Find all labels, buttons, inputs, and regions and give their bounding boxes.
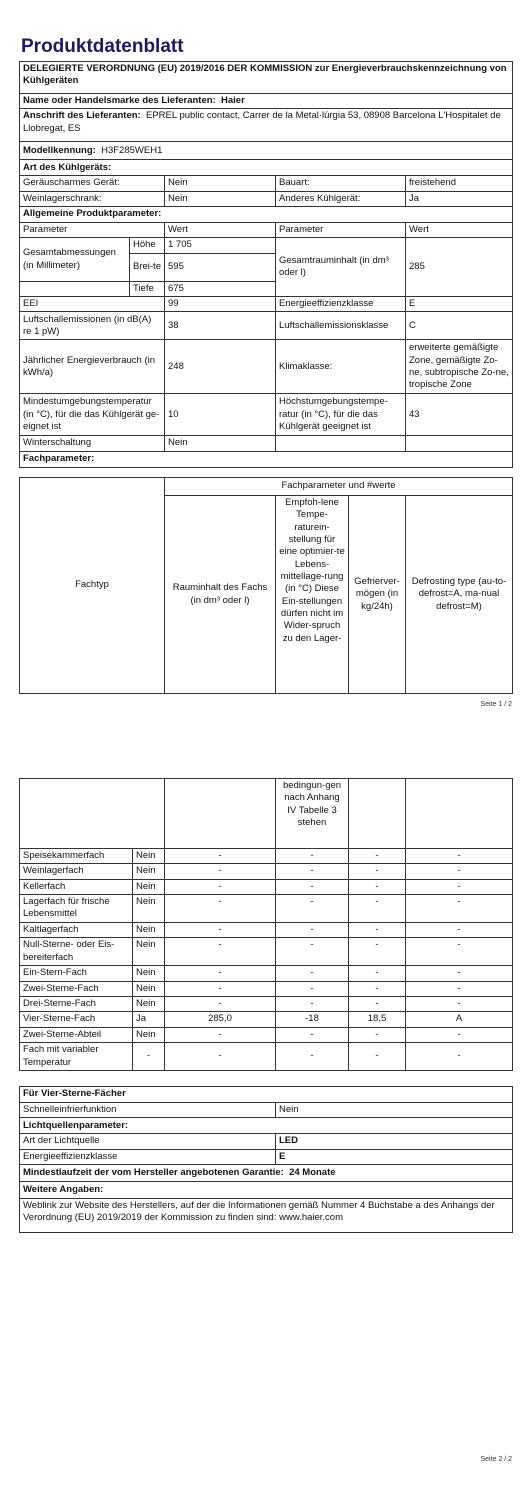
compartment-temp-cell: -	[276, 1027, 349, 1042]
device-type-heading: Art des Kühlgeräts:	[20, 160, 513, 176]
compartment-row	[20, 997, 513, 1012]
light-type-value: LED	[276, 1134, 513, 1149]
dimensions-spacer	[20, 281, 130, 296]
min-ambient-temp-label: Mindestumgebungstemperatur (in °C), für die das Kühlgerät ge-eignet ist	[20, 394, 165, 436]
compartment-type-cell: Fach mit variabler Temperatur	[20, 1043, 133, 1071]
design-label: Bauart:	[276, 176, 406, 191]
general-params-heading: Allgemeine Produktparameter:	[20, 207, 513, 223]
compartment-volume-cell: 285,0	[165, 1012, 276, 1027]
compartment-defrost-cell: -	[406, 923, 513, 938]
wine-cabinet-label: Weinlagerschrank:	[20, 191, 165, 206]
design-value: freistehend	[406, 176, 513, 191]
compartment-type-cell: Weinlagerfach	[20, 864, 133, 879]
compartment-row	[20, 1012, 513, 1027]
recommended-temp-header-part-2: bedingun-gen nach Anhang IV Tabelle 3 stehen	[276, 779, 349, 849]
noise-label: Luftschallemissionen (in dB(A) re 1 pW)	[20, 312, 165, 340]
compartment-present-cell: Nein	[133, 1027, 165, 1042]
warranty-row	[20, 1165, 513, 1182]
further-info-heading: Weitere Angaben:	[20, 1182, 513, 1199]
compartment-freeze-cell: -	[349, 895, 406, 923]
compartment-temp-cell: -	[276, 923, 349, 938]
height-label: Höhe	[130, 238, 165, 253]
compartment-present-cell: Nein	[133, 966, 165, 981]
fast-freeze-value: Nein	[276, 1103, 513, 1118]
compartment-volume-cell: -	[165, 1043, 276, 1071]
compartment-defrost-cell: -	[406, 864, 513, 879]
max-ambient-temp-value: 43	[406, 394, 513, 436]
compartment-type-cell: Drei-Sterne-Fach	[20, 997, 133, 1012]
compartment-temp-cell: -	[276, 1043, 349, 1071]
low-noise-label: Geräuscharmes Gerät:	[20, 176, 165, 191]
compartment-defrost-cell: -	[406, 938, 513, 966]
compartment-temp-cell: -	[276, 981, 349, 996]
eei-label: EEI	[20, 297, 165, 312]
supplier-name-label: Name oder Handelsmarke des Lieferanten:	[23, 95, 216, 106]
compartment-present-cell: Nein	[133, 923, 165, 938]
compartment-volume-cell: -	[165, 849, 276, 864]
supplier-address-row	[20, 109, 513, 142]
page-number-2: Seite 2 / 2	[480, 1456, 512, 1463]
low-noise-value: Nein	[165, 176, 276, 191]
compartment-present-cell: Nein	[133, 981, 165, 996]
winter-mode-label: Winterschaltung	[20, 436, 165, 451]
compartment-volume-header: Rauminhalt des Fachs (in dm³ oder l)	[165, 496, 276, 694]
compartment-defrost-cell: A	[406, 1012, 513, 1027]
warranty-value: 24 Monate	[289, 1166, 336, 1178]
compartment-rows	[20, 849, 513, 1071]
compartment-present-cell: Nein	[133, 938, 165, 966]
compartment-freeze-cell: -	[349, 879, 406, 894]
compartment-row	[20, 938, 513, 966]
compartment-row	[20, 879, 513, 894]
compartment-volume-header-cont	[165, 779, 276, 849]
compartment-defrost-cell: -	[406, 849, 513, 864]
compartment-row	[20, 981, 513, 996]
wine-cabinet-value: Nein	[165, 191, 276, 206]
annual-consumption-value: 248	[165, 340, 276, 394]
noise-class-label: Luftschallemissionsklasse	[276, 312, 406, 340]
compartment-volume-cell: -	[165, 923, 276, 938]
compartment-freeze-cell: -	[349, 966, 406, 981]
compartment-present-cell: Ja	[133, 1012, 165, 1027]
compartment-row	[20, 864, 513, 879]
compartment-present-cell: Nein	[133, 864, 165, 879]
document-title: Produktdatenblatt	[21, 36, 184, 57]
compartment-freeze-cell: -	[349, 923, 406, 938]
data-sheet-table-page-1	[19, 61, 513, 468]
noise-class-value: C	[406, 312, 513, 340]
compartment-defrost-cell: -	[406, 966, 513, 981]
value-col-header-2: Wert	[406, 223, 513, 238]
compartment-freeze-cell: -	[349, 864, 406, 879]
climate-class-label: Klimaklasse:	[276, 340, 406, 394]
compartment-header-table	[19, 477, 513, 694]
energy-class-value: E	[406, 297, 513, 312]
compartment-volume-cell: -	[165, 864, 276, 879]
compartment-defrost-cell: -	[406, 879, 513, 894]
compartment-type-cell: Speisekammerfach	[20, 849, 133, 864]
compartment-type-cell: Kaltlagerfach	[20, 923, 133, 938]
compartment-row	[20, 923, 513, 938]
compartment-volume-cell: -	[165, 981, 276, 996]
warranty-label: Mindestlaufzeit der vom Hersteller angebotenen Garantie:	[23, 1166, 284, 1178]
compartment-freeze-cell: -	[349, 981, 406, 996]
compartment-group-header: Fachparameter und #werte	[165, 478, 513, 496]
compartment-temp-cell: -	[276, 879, 349, 894]
compartment-temp-cell: -	[276, 997, 349, 1012]
compartment-volume-cell: -	[165, 997, 276, 1012]
fast-freeze-label: Schnelleinfrierfunktion	[20, 1103, 276, 1118]
compartment-defrost-cell: -	[406, 1027, 513, 1042]
width-value: 595	[165, 253, 276, 281]
supplier-address-value: EPREL public contact, Carrer de la Metal·lúrgia 53, 08908 Barcelona L'Hospitalet de Llobregat, ES	[23, 110, 501, 134]
compartment-volume-cell: -	[165, 879, 276, 894]
supplier-address-label: Anschrift des Lieferanten:	[23, 110, 141, 122]
compartment-row	[20, 895, 513, 923]
compartment-params-heading: Fachparameter:	[20, 451, 513, 467]
compartment-defrost-cell: -	[406, 895, 513, 923]
annual-consumption-label: Jährlicher Energieverbrauch (in kWh/a)	[20, 340, 165, 394]
compartment-row	[20, 1027, 513, 1042]
compartment-type-cell: Ein-Stern-Fach	[20, 966, 133, 981]
total-volume-value: 285	[406, 238, 513, 297]
winter-mode-empty-1	[276, 436, 406, 451]
model-row	[20, 142, 513, 160]
total-volume-label: Gesamtrauminhalt (in dm³ oder l)	[276, 238, 406, 297]
freezing-capacity-header-cont	[349, 779, 406, 849]
compartment-volume-cell: -	[165, 938, 276, 966]
compartment-type-cell: Null-Sterne- oder Eis-bereiterfach	[20, 938, 133, 966]
compartment-present-cell: Nein	[133, 997, 165, 1012]
compartment-temp-cell: -	[276, 938, 349, 966]
page-number-1: Seite 1 / 2	[480, 701, 512, 708]
value-col-header: Wert	[165, 223, 276, 238]
compartment-present-cell: Nein	[133, 879, 165, 894]
dimensions-label: Gesamtabmessungen (in Millimeter)	[20, 238, 130, 281]
compartment-temp-cell: -	[276, 849, 349, 864]
compartment-temp-cell: -	[276, 864, 349, 879]
compartment-defrost-cell: -	[406, 997, 513, 1012]
compartment-table-page-2	[19, 778, 513, 1071]
compartment-row	[20, 849, 513, 864]
climate-class-value: erweiterte gemäßigte Zone, gemäßigte Zo-ne, subtropische Zo-ne, tropische Zone	[406, 340, 513, 394]
page-2	[0, 760, 530, 1500]
width-label: Brei-te	[130, 253, 165, 281]
height-value: 1 705	[165, 238, 276, 253]
compartment-volume-cell: -	[165, 895, 276, 923]
depth-label: Tiefe	[130, 281, 165, 296]
compartment-freeze-cell: -	[349, 849, 406, 864]
param-col-header: Parameter	[20, 223, 165, 238]
model-value: H3F285WEH1	[101, 144, 163, 156]
compartment-temp-cell: -	[276, 895, 349, 923]
light-source-heading: Lichtquellenparameter:	[20, 1118, 513, 1134]
further-info-text: Weblink zur Website des Herstellers, auf der die Informationen gemäß Nummer 4 Buchstabe a des Anhangs der Verordnung (EU) 2019/2019 der Kommission zu finden sind: www.haier.com	[20, 1199, 513, 1233]
compartment-type-cell: Lagerfach für frische Lebensmittel	[20, 895, 133, 923]
compartment-freeze-cell: 18,5	[349, 1012, 406, 1027]
compartment-type-cell: Zwei-Sterne-Abteil	[20, 1027, 133, 1042]
compartment-present-cell: Nein	[133, 849, 165, 864]
depth-value: 675	[165, 281, 276, 296]
compartment-type-header: Fachtyp	[20, 478, 165, 694]
compartment-volume-cell: -	[165, 966, 276, 981]
compartment-defrost-cell: -	[406, 1043, 513, 1071]
compartment-present-cell: Nein	[133, 895, 165, 923]
compartment-type-cell: Kellerfach	[20, 879, 133, 894]
additional-info-table	[19, 1086, 513, 1233]
recommended-temp-header-part-1: Empfoh-lene Tempe-raturein-stellung für eine optimier-te Lebens-mittellage-rung (in °C) Diese Ein-stellungen dürfen nicht im Wider-spruch zu den Lager-	[276, 496, 349, 694]
compartment-type-cell: Zwei-Sterne-Fach	[20, 981, 133, 996]
light-energy-class-value: E	[276, 1149, 513, 1164]
compartment-defrost-cell: -	[406, 981, 513, 996]
light-type-label: Art der Lichtquelle	[20, 1134, 276, 1149]
winter-mode-value: Nein	[165, 436, 276, 451]
supplier-name-row	[20, 94, 513, 109]
defrosting-type-header: Defrosting type (au-to-defrost=A, ma-nual defrost=M)	[406, 496, 513, 694]
max-ambient-temp-label: Höchstumgebungstempe-ratur (in °C), für die das Kühlgerät geeignet ist	[276, 394, 406, 436]
compartment-temp-cell: -18	[276, 1012, 349, 1027]
compartment-freeze-cell: -	[349, 997, 406, 1012]
light-energy-class-label: Energieeffizienzklasse	[20, 1149, 276, 1164]
compartment-freeze-cell: -	[349, 938, 406, 966]
compartment-freeze-cell: -	[349, 1043, 406, 1071]
model-label: Modellkennung:	[23, 144, 96, 156]
compartment-volume-cell: -	[165, 1027, 276, 1042]
compartment-present-cell: -	[133, 1043, 165, 1071]
compartment-temp-cell: -	[276, 966, 349, 981]
param-col-header-2: Parameter	[276, 223, 406, 238]
compartment-freeze-cell: -	[349, 1027, 406, 1042]
other-appliance-value: Ja	[406, 191, 513, 206]
winter-mode-empty-2	[406, 436, 513, 451]
compartment-row	[20, 1043, 513, 1071]
page-1	[0, 0, 530, 735]
noise-value: 38	[165, 312, 276, 340]
supplier-name-value: Haier	[221, 95, 245, 106]
four-star-heading: Für Vier-Sterne-Fächer	[20, 1087, 513, 1103]
compartment-row	[20, 966, 513, 981]
compartment-type-cell: Vier-Sterne-Fach	[20, 1012, 133, 1027]
other-appliance-label: Anderes Kühlgerät:	[276, 191, 406, 206]
energy-class-label: Energieeffizienzklasse	[276, 297, 406, 312]
eei-value: 99	[165, 297, 276, 312]
compartment-type-header-cont	[20, 779, 165, 849]
freezing-capacity-header: Gefrierver-mögen (in kg/24h)	[349, 496, 406, 694]
defrosting-type-header-cont	[406, 779, 513, 849]
regulation-text: DELEGIERTE VERORDNUNG (EU) 2019/2016 DER KOMMISSION zur Energieverbrauchskennzeichnung von Kühlgeräten	[20, 62, 513, 94]
min-ambient-temp-value: 10	[165, 394, 276, 436]
